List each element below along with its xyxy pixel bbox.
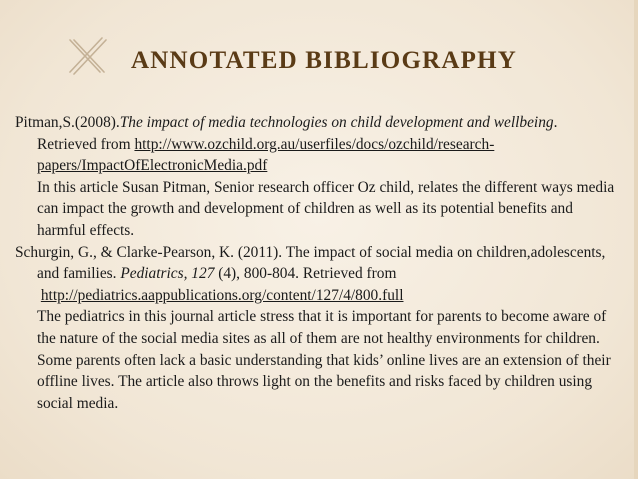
citation-entry — [15, 112, 615, 177]
slide-title: ANNOTATED BIBLIOGRAPHY — [131, 47, 517, 74]
citation-text: . Retrieved from — [37, 114, 558, 153]
citation-link[interactable]: http://www.ozchild.org.au/userfiles/docs/ozchild/research-papers/ImpactOfElectronicMedia.pdf — [37, 135, 495, 175]
citation-link[interactable]: http://pediatrics.aappublications.org/content/127/4/800.full — [40, 286, 404, 304]
citation-journal: Pediatrics, 127 — [120, 265, 215, 283]
citation-text: Schurgin, G., & Clarke-Pearson, K. (2011). The impact of social media on children,adolescents, and families. — [15, 243, 606, 283]
citation-text: Pitman,S.(2008). — [15, 114, 120, 131]
annotation-text: The pediatrics in this journal article stress that it is important for parents to become aware of the nature of the social media sites as all of them are not healthy environments for children. Some parents often lack a basic understanding that kids’ online lives are an extension of their offline lives. The article also throws light on the benefits and risks faced by children using social media. — [37, 308, 611, 412]
citation-entry — [15, 242, 615, 307]
citation-title: The impact of media technologies on child development and wellbeing — [119, 114, 554, 131]
slide-edge — [634, 0, 638, 479]
citation-text: (4), 800-804. Retrieved from — [214, 265, 397, 283]
annotation-text: In this article Susan Pitman, Senior research officer Oz child, relates the different ways media can impact the growth and development of children as well as its potential benefits and harmful effects. — [37, 178, 615, 239]
bibliography-content — [15, 112, 615, 414]
